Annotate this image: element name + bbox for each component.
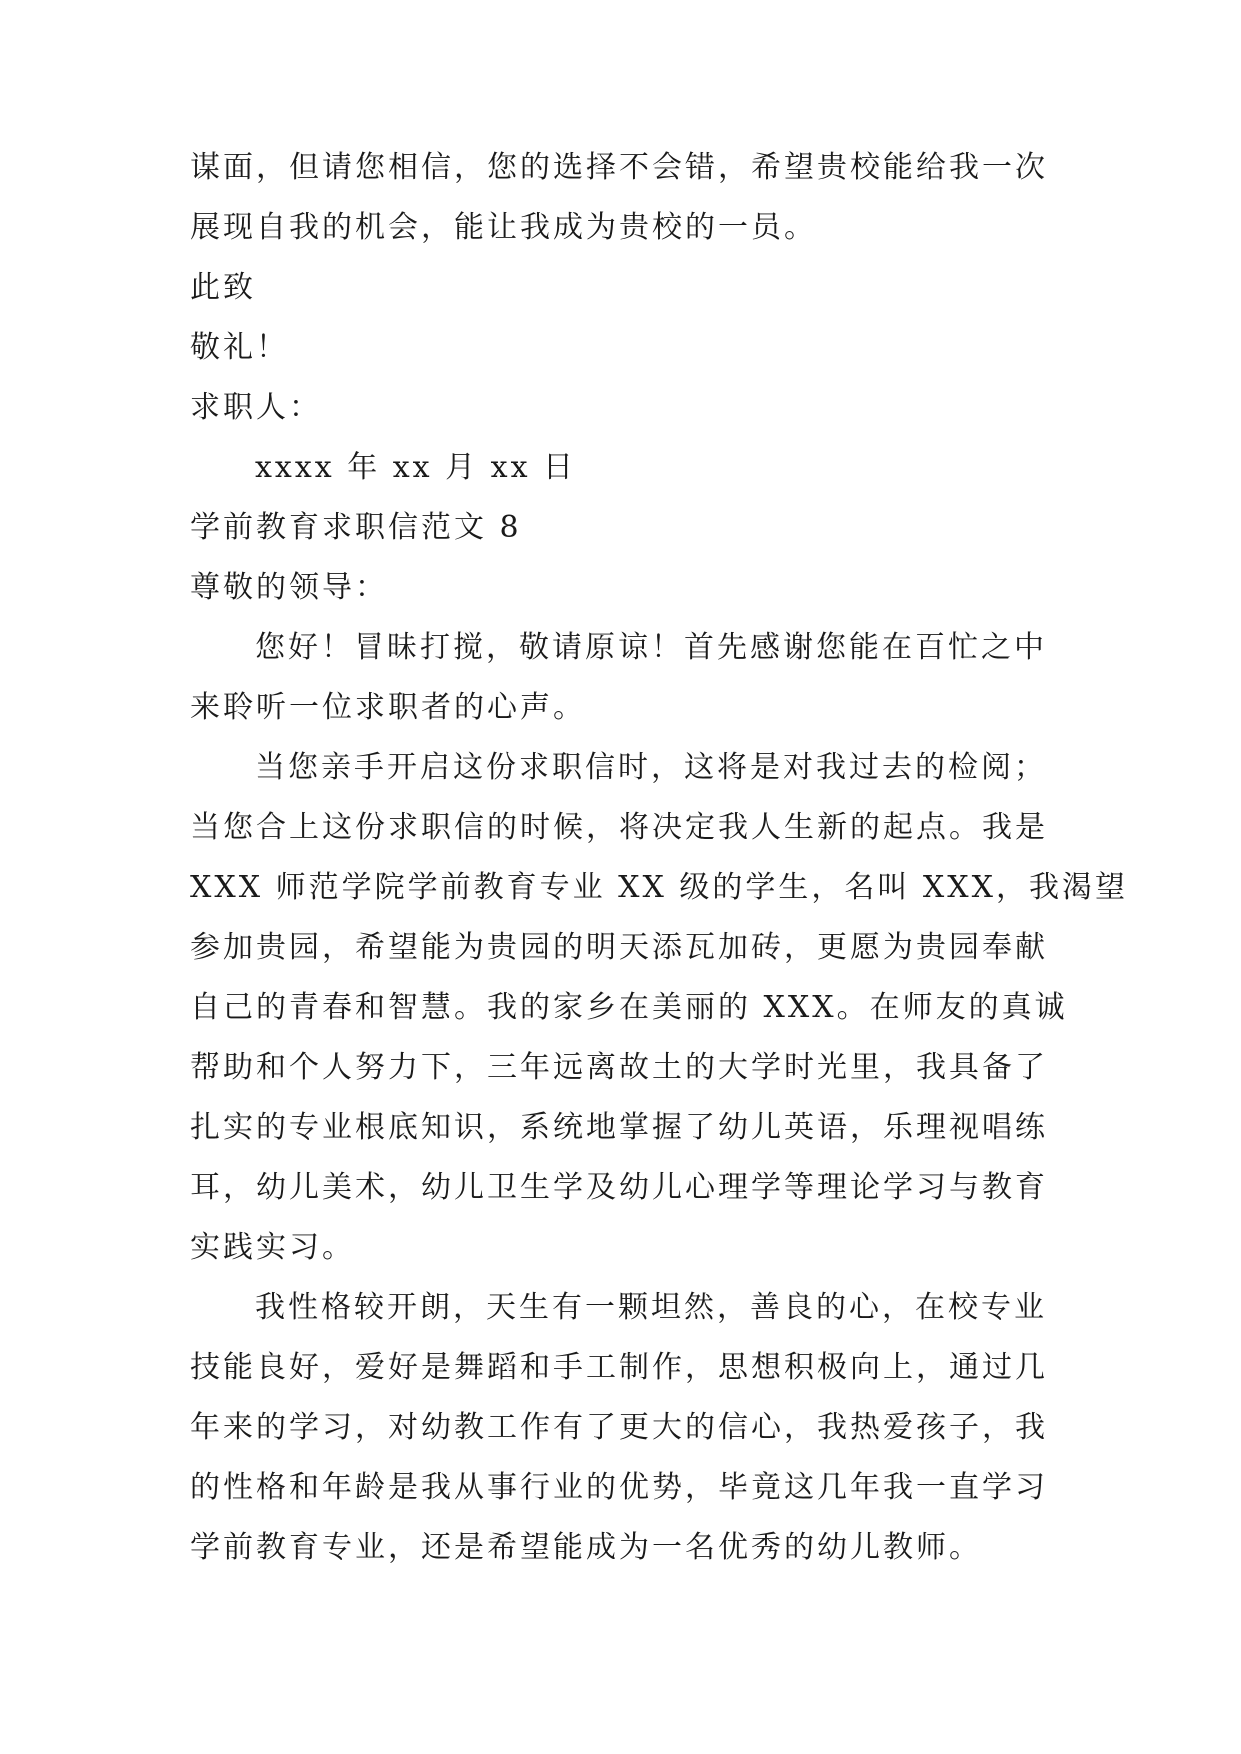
text-line: 学前教育专业，还是希望能成为一名优秀的幼儿教师。 (190, 1530, 982, 1565)
text-line: 耳，幼儿美术，幼儿卫生学及幼儿心理学等理论学习与教育 (190, 1170, 1048, 1205)
text-line: 实践实习。 (190, 1230, 355, 1265)
text-line: XXX 师范学院学前教育专业 XX 级的学生，名叫 XXX，我渴望 (190, 870, 1129, 905)
text-line: 帮助和个人努力下，三年远离故土的大学时光里，我具备了 (190, 1050, 1048, 1085)
text-line: 当您亲手开启这份求职信时，这将是对我过去的检阅； (255, 750, 1047, 785)
closing-salutation: 此致 (190, 270, 256, 305)
text-line: 谋面，但请您相信，您的选择不会错，希望贵校能给我一次 (190, 150, 1048, 185)
text-line: 当您合上这份求职信的时候，将决定我人生新的起点。我是 (190, 810, 1048, 845)
text-line: 扎实的专业根底知识，系统地掌握了幼儿英语，乐理视唱练 (190, 1110, 1048, 1145)
text-line: 您好！冒昧打搅，敬请原谅！首先感谢您能在百忙之中 (255, 630, 1047, 665)
text-line: 参加贵园，希望能为贵园的明天添瓦加砖，更愿为贵园奉献 (190, 930, 1048, 965)
date-line: xxxx 年 xx 月 xx 日 (255, 450, 577, 485)
greeting: 尊敬的领导： (190, 570, 388, 605)
text-line: 来聆听一位求职者的心声。 (190, 690, 586, 725)
text-line: 我性格较开朗，天生有一颗坦然，善良的心，在校专业 (255, 1290, 1047, 1325)
text-line: 年来的学习，对幼教工作有了更大的信心，我热爱孩子，我 (190, 1410, 1048, 1445)
text-line: 自己的青春和智慧。我的家乡在美丽的 XXX。在师友的真诚 (190, 990, 1068, 1025)
applicant-label: 求职人： (190, 390, 322, 425)
text-line: 的性格和年龄是我从事行业的优势，毕竟这几年我一直学习 (190, 1470, 1048, 1505)
text-line: 技能良好，爱好是舞蹈和手工制作，思想积极向上，通过几 (190, 1350, 1048, 1385)
closing-regards: 敬礼！ (190, 330, 289, 365)
text-line: 展现自我的机会，能让我成为贵校的一员。 (190, 210, 817, 245)
section-title: 学前教育求职信范文 8 (190, 510, 522, 545)
